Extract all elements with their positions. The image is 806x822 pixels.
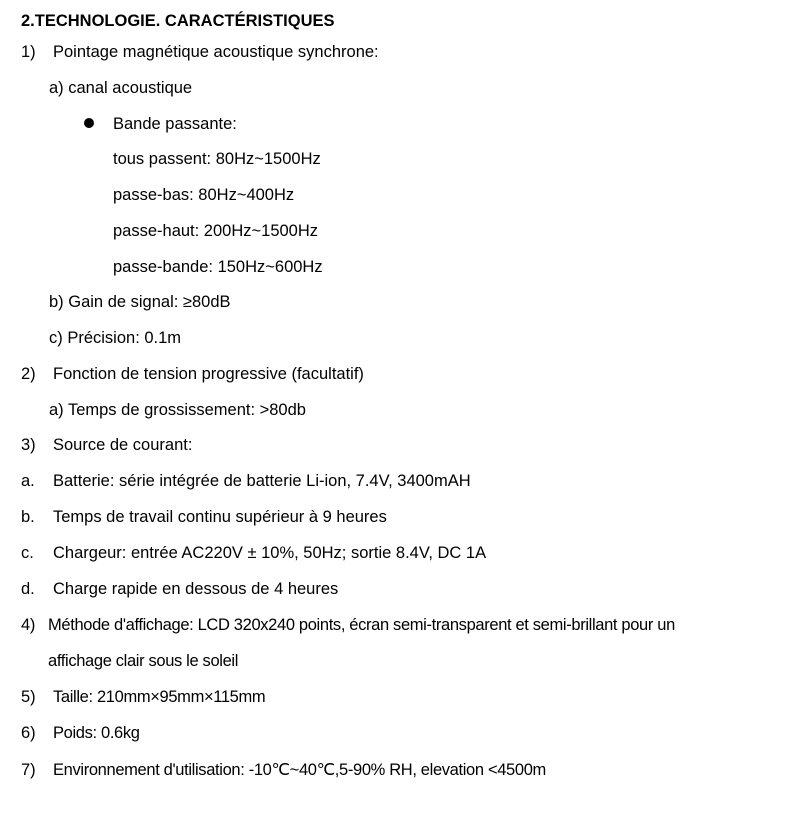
section-1-heading: Pointage magnétique acoustique synchrone: <box>53 43 379 61</box>
section-title: 2.TECHNOLOGIE. CARACTÉRISTIQUES <box>21 12 335 30</box>
sub-item-precision: c) Précision: 0.1m <box>49 329 182 347</box>
sub-item-canal: a) canal acoustique <box>49 79 193 97</box>
item-batterie: Batterie: série intégrée de batterie Li-ion, 7.4V, 3400mAH <box>53 472 471 490</box>
section-7-environnement: Environnement d'utilisation: -10℃~40℃,5-90% RH, elevation <4500m <box>53 761 546 779</box>
band-line: passe-haut: 200Hz~1500Hz <box>113 222 319 240</box>
band-line: passe-bas: 80Hz~400Hz <box>113 186 295 204</box>
band-line: passe-bande: 150Hz~600Hz <box>113 258 323 276</box>
section-4-number: 4) <box>21 616 35 634</box>
sub-item-gain: b) Gain de signal: ≥80dB <box>49 293 231 311</box>
band-line: tous passent: 80Hz~1500Hz <box>113 150 321 168</box>
sub-item-grossissement: a) Temps de grossissement: >80db <box>49 401 306 419</box>
bullet-icon <box>84 118 94 128</box>
item-label: b. <box>21 508 35 526</box>
section-6-poids: Poids: 0.6kg <box>53 724 140 742</box>
section-5-number: 5) <box>21 688 36 706</box>
section-6-number: 6) <box>21 724 36 742</box>
section-5-taille: Taille: 210mm×95mm×115mm <box>53 688 266 706</box>
section-4-heading: Méthode d'affichage: LCD 320x240 points, écran semi-transparent et semi-brillant pour un <box>48 616 675 634</box>
bullet-bande-passante: Bande passante: <box>113 115 237 133</box>
section-4-continuation: affichage clair sous le soleil <box>48 652 239 670</box>
item-label: c. <box>21 544 34 562</box>
section-1-number: 1) <box>21 43 36 61</box>
section-3-heading: Source de courant: <box>53 436 193 454</box>
section-7-number: 7) <box>21 761 36 779</box>
item-chargeur: Chargeur: entrée AC220V ± 10%, 50Hz; sortie 8.4V, DC 1A <box>53 544 487 562</box>
item-label: d. <box>21 580 35 598</box>
section-2-heading: Fonction de tension progressive (facultatif) <box>53 365 364 383</box>
section-2-number: 2) <box>21 365 36 383</box>
item-charge-rapide: Charge rapide en dessous de 4 heures <box>53 580 339 598</box>
item-temps-travail: Temps de travail continu supérieur à 9 heures <box>53 508 387 526</box>
item-label: a. <box>21 472 35 490</box>
section-3-number: 3) <box>21 436 36 454</box>
